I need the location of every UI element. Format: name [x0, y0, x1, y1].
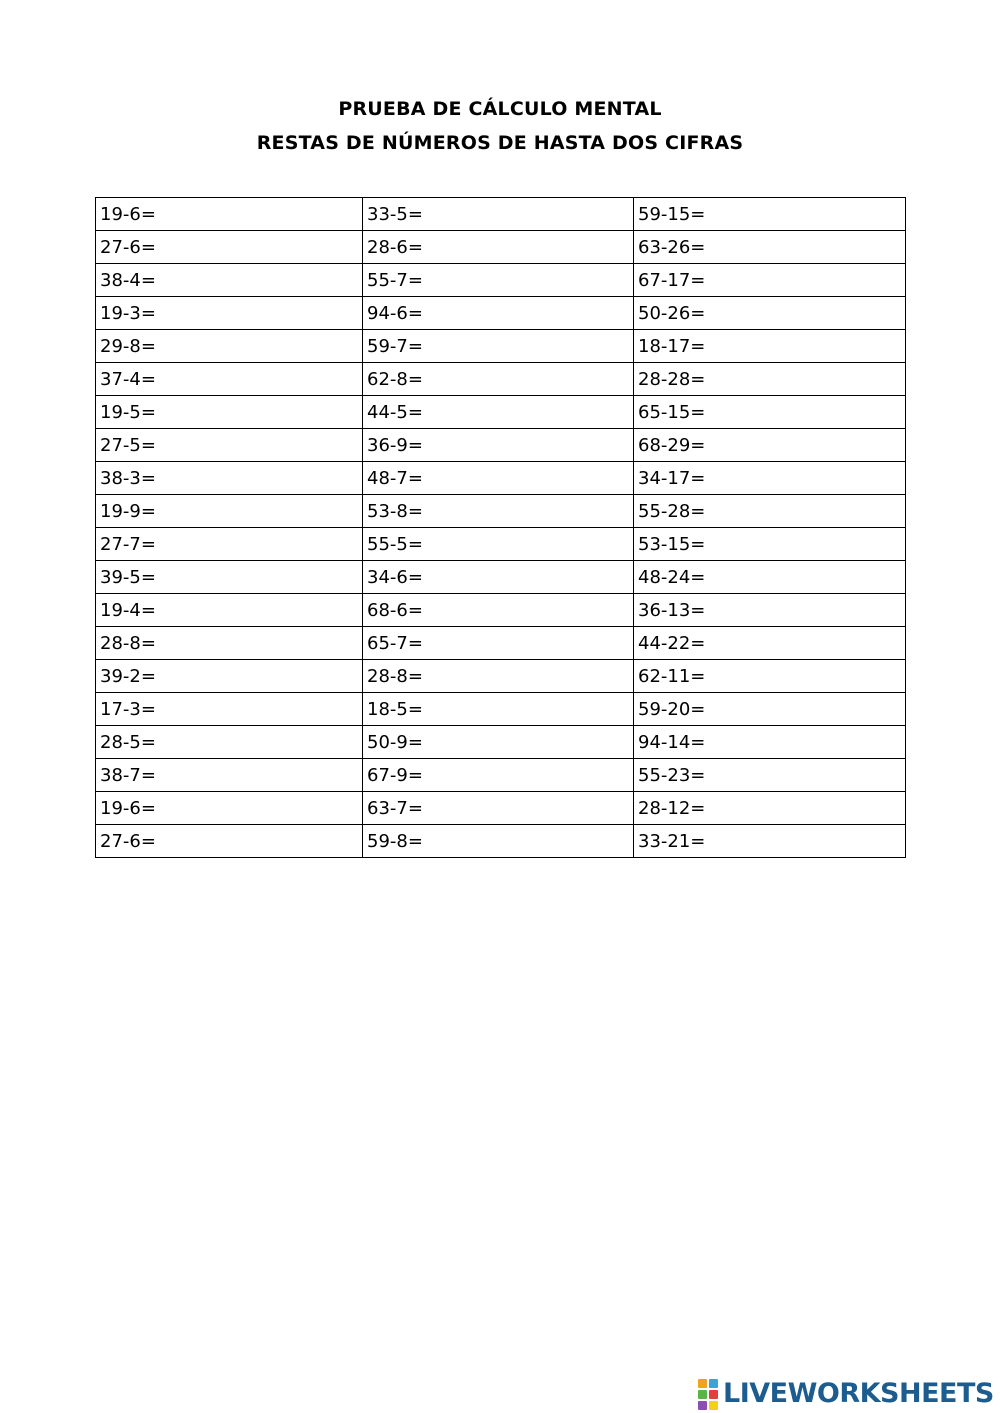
table-row — [96, 792, 906, 825]
liveworksheets-logo-icon — [698, 1379, 720, 1409]
exercise-cell[interactable]: 28-5= — [96, 726, 363, 759]
exercise-table-body — [96, 198, 906, 858]
header — [0, 92, 1000, 160]
page-title: PRUEBA DE CÁLCULO MENTAL — [338, 98, 662, 120]
exercise-cell[interactable]: 27-6= — [96, 231, 363, 264]
table-row — [96, 363, 906, 396]
exercise-cell[interactable]: 55-7= — [363, 264, 634, 297]
exercise-cell[interactable]: 63-26= — [634, 231, 906, 264]
exercise-cell[interactable]: 28-28= — [634, 363, 906, 396]
exercise-cell[interactable]: 68-6= — [363, 594, 634, 627]
exercise-cell[interactable]: 29-8= — [96, 330, 363, 363]
exercise-cell[interactable]: 19-6= — [96, 198, 363, 231]
exercise-cell[interactable]: 44-5= — [363, 396, 634, 429]
table-row — [96, 561, 906, 594]
page-subtitle: RESTAS DE NÚMEROS DE HASTA DOS CIFRAS — [256, 132, 744, 154]
exercise-cell[interactable]: 48-7= — [363, 462, 634, 495]
exercise-cell[interactable]: 68-29= — [634, 429, 906, 462]
exercise-cell[interactable]: 65-7= — [363, 627, 634, 660]
exercise-cell[interactable]: 19-6= — [96, 792, 363, 825]
exercise-cell[interactable]: 67-17= — [634, 264, 906, 297]
exercise-cell[interactable]: 33-21= — [634, 825, 906, 858]
table-row — [96, 726, 906, 759]
exercise-cell[interactable]: 28-6= — [363, 231, 634, 264]
exercise-cell[interactable]: 38-4= — [96, 264, 363, 297]
exercise-cell[interactable]: 62-8= — [363, 363, 634, 396]
exercise-cell[interactable]: 28-12= — [634, 792, 906, 825]
exercise-cell[interactable]: 38-3= — [96, 462, 363, 495]
table-row — [96, 264, 906, 297]
exercise-cell[interactable]: 67-9= — [363, 759, 634, 792]
exercise-cell[interactable]: 27-6= — [96, 825, 363, 858]
table-row — [96, 660, 906, 693]
exercise-cell[interactable]: 33-5= — [363, 198, 634, 231]
exercise-cell[interactable]: 63-7= — [363, 792, 634, 825]
exercise-cell[interactable]: 19-9= — [96, 495, 363, 528]
exercise-cell[interactable]: 59-20= — [634, 693, 906, 726]
exercise-cell[interactable]: 17-3= — [96, 693, 363, 726]
exercise-cell[interactable]: 34-17= — [634, 462, 906, 495]
table-row — [96, 198, 906, 231]
exercise-cell[interactable]: 65-15= — [634, 396, 906, 429]
exercise-cell[interactable]: 19-5= — [96, 396, 363, 429]
exercise-cell[interactable]: 59-8= — [363, 825, 634, 858]
table-row — [96, 594, 906, 627]
table-row — [96, 693, 906, 726]
table-row — [96, 825, 906, 858]
exercise-cell[interactable]: 36-13= — [634, 594, 906, 627]
table-row — [96, 528, 906, 561]
exercise-cell[interactable]: 27-5= — [96, 429, 363, 462]
exercise-cell[interactable]: 55-23= — [634, 759, 906, 792]
exercise-cell[interactable]: 53-8= — [363, 495, 634, 528]
table-row — [96, 495, 906, 528]
exercise-cell[interactable]: 48-24= — [634, 561, 906, 594]
exercise-cell[interactable]: 53-15= — [634, 528, 906, 561]
exercise-cell[interactable]: 37-4= — [96, 363, 363, 396]
exercise-cell[interactable]: 55-28= — [634, 495, 906, 528]
logo-text: LIVEWORKSHEETS — [723, 1378, 994, 1409]
exercise-cell[interactable]: 94-14= — [634, 726, 906, 759]
table-row — [96, 297, 906, 330]
exercise-cell[interactable]: 19-4= — [96, 594, 363, 627]
exercise-cell[interactable]: 94-6= — [363, 297, 634, 330]
exercise-cell[interactable]: 39-2= — [96, 660, 363, 693]
exercise-cell[interactable]: 59-15= — [634, 198, 906, 231]
exercise-cell[interactable]: 62-11= — [634, 660, 906, 693]
exercise-cell[interactable]: 36-9= — [363, 429, 634, 462]
table-row — [96, 462, 906, 495]
exercise-cell[interactable]: 34-6= — [363, 561, 634, 594]
exercise-cell[interactable]: 50-9= — [363, 726, 634, 759]
exercise-cell[interactable]: 27-7= — [96, 528, 363, 561]
exercise-cell[interactable]: 18-5= — [363, 693, 634, 726]
exercise-cell[interactable]: 55-5= — [363, 528, 634, 561]
exercise-cell[interactable]: 50-26= — [634, 297, 906, 330]
table-row — [96, 627, 906, 660]
exercise-cell[interactable]: 38-7= — [96, 759, 363, 792]
exercise-cell[interactable]: 18-17= — [634, 330, 906, 363]
exercise-cell[interactable]: 28-8= — [96, 627, 363, 660]
table-row — [96, 231, 906, 264]
exercise-cell[interactable]: 44-22= — [634, 627, 906, 660]
exercise-cell[interactable]: 39-5= — [96, 561, 363, 594]
table-row — [96, 759, 906, 792]
exercise-cell[interactable]: 59-7= — [363, 330, 634, 363]
table-row — [96, 429, 906, 462]
liveworksheets-logo — [698, 1377, 994, 1411]
exercise-table — [95, 197, 906, 858]
exercise-cell[interactable]: 19-3= — [96, 297, 363, 330]
exercise-cell[interactable]: 28-8= — [363, 660, 634, 693]
table-row — [96, 396, 906, 429]
table-row — [96, 330, 906, 363]
